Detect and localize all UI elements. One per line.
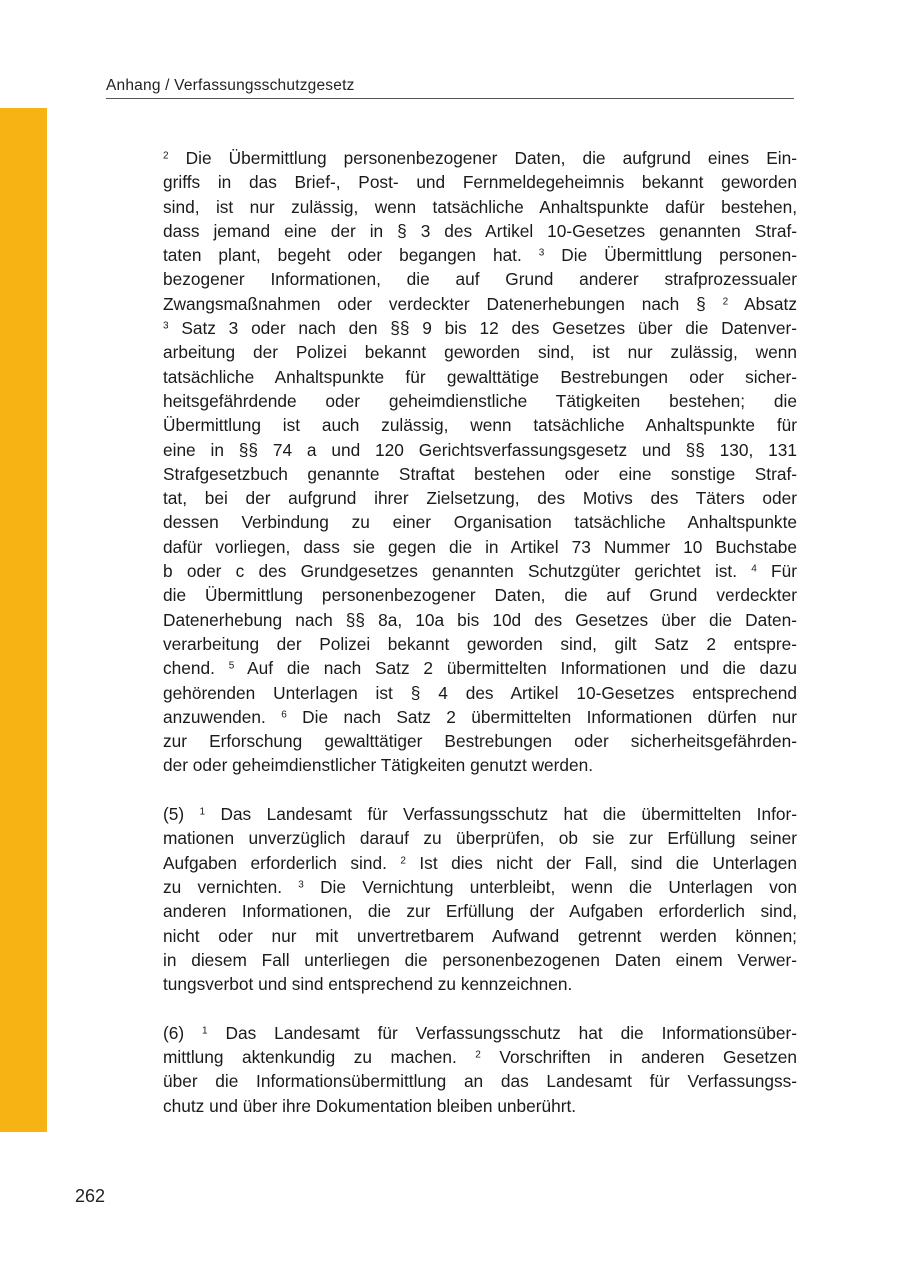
page-number: 262 xyxy=(75,1186,106,1206)
paragraph-4-continuation xyxy=(163,146,797,778)
text-line: chutz und über ihre Dokumentation bleiben unberührt. xyxy=(163,1095,577,1116)
text-line: der oder geheimdienstlicher Tätigkeiten genutzt werden. xyxy=(163,755,594,776)
text-line: sind, ist nur zulässig, wenn tatsächliche Anhaltspunkte dafür bestehen, xyxy=(163,196,797,217)
text-line: eine in §§ 74 a und 120 Gerichtsverfassungsgesetz und §§ 130, 131 xyxy=(163,439,797,460)
text-line: anderen Informationen, die zur Erfüllung der Aufgaben erforderlich sind, xyxy=(163,901,797,922)
text-line: in diesem Fall unterliegen die personenbezogenen Daten einem Verwer- xyxy=(163,949,797,970)
text-line: nicht oder nur mit unvertretbarem Aufwand getrennt werden können; xyxy=(163,925,797,946)
text-line: verarbeitung der Polizei bekannt geworden sind, gilt Satz 2 entspre- xyxy=(163,633,797,654)
text-line: zu vernichten. $^3$ Die Vernichtung unterbleibt, wenn die Unterlagen von xyxy=(163,876,797,897)
text-line: Aufgaben erforderlich sind. $^2$ Ist dies nicht der Fall, sind die Unterlagen xyxy=(163,852,798,873)
text-line: griffs in das Brief-, Post- und Fernmeldegeheimnis bekannt geworden xyxy=(163,172,797,193)
text-line: tat, bei der aufgrund ihrer Zielsetzung, des Motivs des Täters oder xyxy=(163,488,797,509)
text-line: tatsächliche Anhaltspunkte für gewalttätige Bestrebungen oder sicher- xyxy=(163,366,797,387)
text-line: dass jemand eine der in § 3 des Artikel 10-Gesetzes genannten Straf- xyxy=(163,220,797,241)
text-line: zur Erforschung gewalttätiger Bestrebungen oder sicherheitsgefährden- xyxy=(163,731,797,752)
text-line: anzuwenden. $^6$ Die nach Satz 2 übermittelten Informationen dürfen nur xyxy=(163,706,797,727)
text-line: (6) $^1$ Das Landesamt für Verfassungsschutz hat die Informationsüber- xyxy=(163,1022,798,1043)
text-line: dafür vorliegen, dass sie gegen die in Artikel 73 Nummer 10 Buchstabe xyxy=(163,536,797,557)
paragraph-5 xyxy=(163,802,797,996)
text-line: gehörenden Unterlagen ist § 4 des Artikel 10-Gesetzes entsprechend xyxy=(163,682,797,703)
text-line: bezogener Informationen, die auf Grund anderer strafprozessualer xyxy=(163,269,797,290)
text-line: die Übermittlung personenbezogener Daten, die auf Grund verdeckter xyxy=(163,585,797,606)
text-line: Datenerhebung nach §§ 8a, 10a bis 10d des Gesetzes über die Daten- xyxy=(163,609,797,630)
paragraph-6 xyxy=(163,1021,797,1118)
text-line: mationen unverzüglich darauf zu überprüfen, ob sie zur Erfüllung seiner xyxy=(163,828,797,849)
text-line: taten plant, begeht oder begangen hat. $^3$ Die Übermittlung personen- xyxy=(163,245,797,266)
text-line: tungsverbot und sind entsprechend zu kennzeichnen. xyxy=(163,974,573,995)
text-line: mittlung aktenkundig zu machen. $^2$ Vorschriften in anderen Gesetzen xyxy=(163,1046,797,1067)
text-line: Zwangsmaßnahmen oder verdeckter Datenerhebungen nach § $^2$ Absatz xyxy=(163,293,797,314)
text-line: (5) $^1$ Das Landesamt für Verfassungsschutz hat die übermittelten Infor- xyxy=(163,804,797,825)
text-line: Übermittlung ist auch zulässig, wenn tatsächliche Anhaltspunkte für xyxy=(163,415,797,436)
text-line: Strafgesetzbuch genannte Straftat bestehen oder eine sonstige Straf- xyxy=(163,463,797,484)
text-line: dessen Verbindung zu einer Organisation tatsächliche Anhaltspunkte xyxy=(163,512,797,533)
text-line: $^3$ Satz 3 oder nach den §§ 9 bis 12 des Gesetzes über die Datenver- xyxy=(163,318,797,339)
text-line: b oder c des Grundgesetzes genannten Schutzgüter gerichtet ist. $^4$ Für xyxy=(163,561,797,582)
header-rule xyxy=(106,98,794,99)
text-line: heitsgefährdende oder geheimdienstliche Tätigkeiten bestehen; die xyxy=(163,390,797,411)
text-line: arbeitung der Polizei bekannt geworden sind, ist nur zulässig, wenn xyxy=(163,342,797,363)
running-header-title: Anhang / Verfassungsschutzgesetz xyxy=(106,77,355,94)
yellow-margin-bar xyxy=(0,108,47,1132)
text-line: $^2$ Die Übermittlung personenbezogener Daten, die aufgrund eines Ein- xyxy=(163,148,797,168)
body-text xyxy=(163,146,797,1118)
text-line: über die Informationsübermittlung an das Landesamt für Verfassungss- xyxy=(163,1071,797,1092)
text-line: chend. $^5$ Auf die nach Satz 2 übermittelten Informationen und die dazu xyxy=(163,658,797,679)
